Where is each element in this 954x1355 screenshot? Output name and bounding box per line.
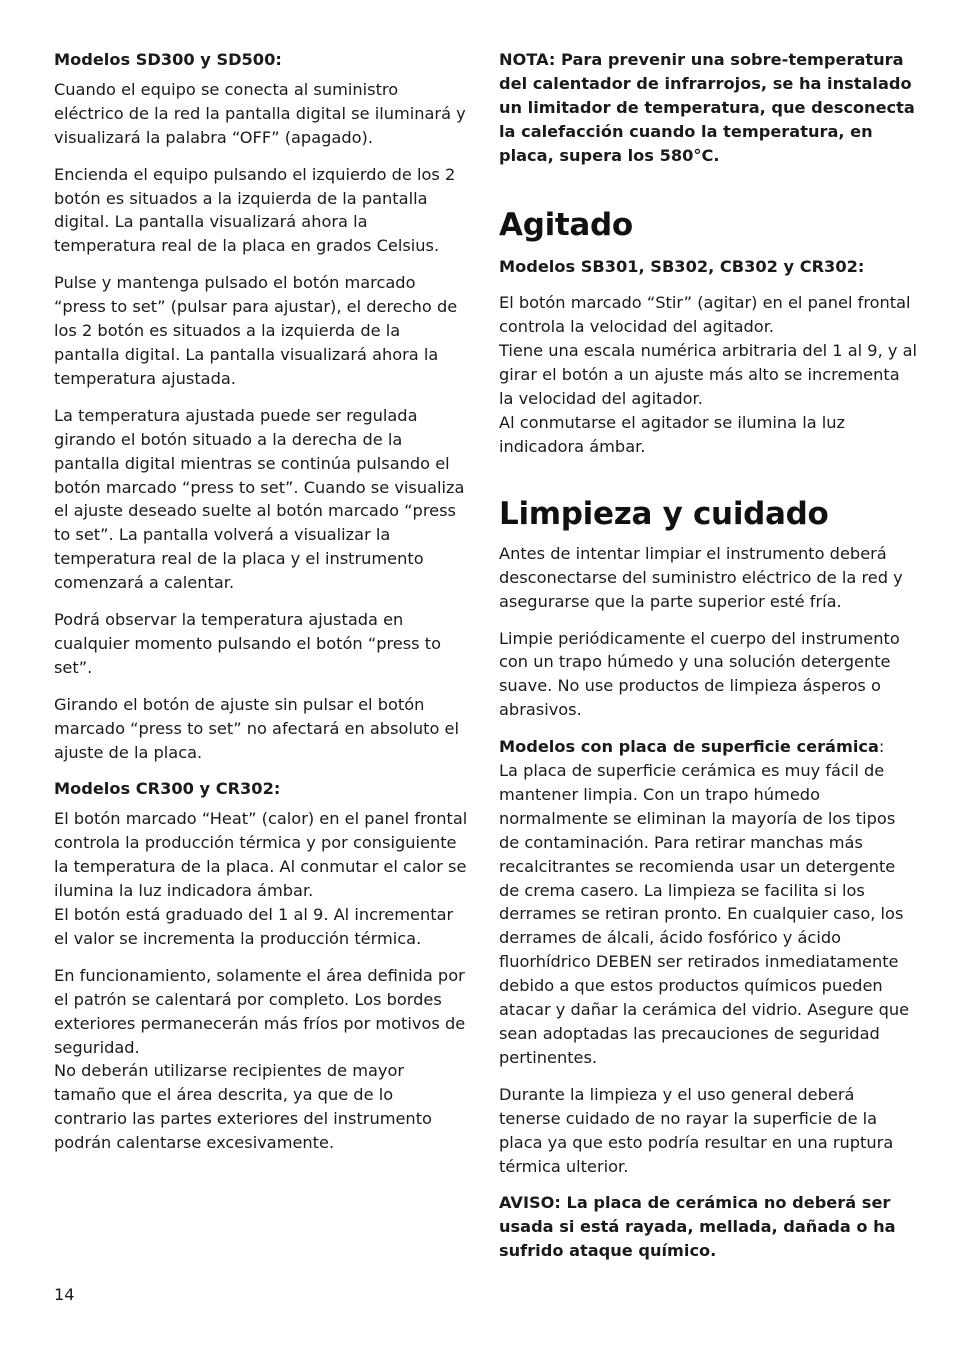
limpieza-paragraph-4: Durante la limpieza y el uso general deberá tenerse cuidado de no rayar la superficie de la placa ya que esto podría resultar en una ruptura térmica ulterior. bbox=[499, 1084, 894, 1176]
cr-paragraph-2b: No deberán utilizarse recipientes de mayor tamaño que el área descrita, ya que de lo contrario las partes exteriores del instrumento podrán calentarse excesivamente. bbox=[54, 1061, 432, 1153]
agitado-paragraph bbox=[499, 291, 919, 458]
left-column bbox=[54, 48, 468, 1168]
cr-paragraph-2a: En funcionamiento, solamente el área definida por el patrón se calentará por completo. Los bordes exteriores permanecerán más fríos por motivos de seguridad. bbox=[54, 965, 466, 1057]
agitado-models-heading: Modelos SB301, SB302, CB302 y CR302: bbox=[499, 256, 865, 276]
sd-paragraph-1: Cuando el equipo se conecta al suministro eléctrico de la red la pantalla digital se iluminará y visualizará la palabra “OFF” (apagado). bbox=[54, 79, 466, 147]
ceramic-lead: Modelos con placa de superficie cerámica bbox=[499, 737, 879, 757]
cr-paragraph-2 bbox=[54, 964, 468, 1155]
limpieza-paragraph-1: Antes de intentar limpiar el instrumento deberá desconectarse del suministro eléctrico de la red y asegurarse que la parte superior esté fría. bbox=[499, 543, 903, 611]
agitado-line-1: El botón marcado “Stir” (agitar) en el panel frontal controla la velocidad del agitador. bbox=[499, 293, 911, 337]
ceramic-paragraph bbox=[499, 735, 919, 1070]
agitado-line-2: Tiene una escala numérica arbitraria del 1 al 9, y al girar el botón a un ajuste más alto se incrementa la velocidad del agitador. bbox=[499, 341, 918, 409]
sd-paragraph-5: Podrá observar la temperatura ajustada en cualquier momento pulsando el botón “press to set”. bbox=[54, 610, 442, 677]
limpieza-paragraph-2: Limpie periódicamente el cuerpo del instrumento con un trapo húmedo y una solución detergente suave. No use productos de limpieza ásperos o abrasivos. bbox=[499, 628, 900, 720]
sd-paragraph-4: La temperatura ajustada puede ser regulada girando el botón situado a la derecha de la pantalla digital mientras se continúa pulsando el botón marcado “press to set”. Cuando se visualiza el ajuste deseado suelte al botón marcado “press to set”. La pantalla volverá a visualizar la temperatura real de la placa y el instrumento comenzará a calentar. bbox=[54, 405, 465, 593]
nota-warning: NOTA: Para prevenir una sobre-temperatura del calentador de infrarrojos, se ha instalado un limitador de temperatura, que desconecta la calefacción cuando la temperatura, en placa, supera los 580°C. bbox=[499, 50, 915, 165]
sd-paragraph-3: Pulse y mantenga pulsado el botón marcado “press to set” (pulsar para ajustar), el derecho de los 2 botón es situados a la izquierda de la pantalla digital. La pantalla visualizará ahora la temperatura ajustada. bbox=[54, 273, 458, 388]
sd-paragraph-2: Encienda el equipo pulsando el izquierdo de los 2 botón es situados a la izquierda de la pantalla digital. La pantalla visualizará ahora la temperatura real de la placa en grados Celsius. bbox=[54, 164, 456, 256]
page-number: 14 bbox=[54, 1285, 75, 1304]
cr-paragraph-1b: El botón está graduado del 1 al 9. Al incrementar el valor se incrementa la producción térmica. bbox=[54, 905, 454, 948]
aviso-warning: AVISO: La placa de cerámica no deberá ser usada si está rayada, mellada, dañada o ha sufrido ataque químico. bbox=[499, 1193, 896, 1261]
agitado-line-3: Al conmutarse el agitador se ilumina la luz indicadora ámbar. bbox=[499, 412, 846, 456]
ceramic-body: La placa de superficie cerámica es muy fácil de mantener limpia. Con un trapo húmedo normalmente se eliminan la mayoría de los tipos de contaminación. Para retirar manchas más recalcitrantes se recomienda usar un detergente de crema casero. La limpieza se facilita si los derrames se retiran pronto. En cualquier caso, los derrames de álcali, ácido fosfórico y ácido fluorhídrico DEBEN ser retirados inmediatamente debido a que estos productos químicos pueden atacar y dañar la cerámica del vidrio. Asegure que sean adoptadas las precauciones de seguridad pertinentes. bbox=[499, 761, 910, 1067]
cr-paragraph-1 bbox=[54, 807, 468, 950]
cr-paragraph-1a: El botón marcado “Heat” (calor) en el panel frontal controla la producción térmica y por consiguiente la temperatura de la placa. Al conmutar el calor se ilumina la luz indicadora ámbar. bbox=[54, 809, 468, 901]
cr-models-heading: Modelos CR300 y CR302: bbox=[54, 779, 281, 799]
sd-paragraph-6: Girando el botón de ajuste sin pulsar el botón marcado “press to set” no afectará en absoluto el ajuste de la placa. bbox=[54, 694, 460, 762]
agitado-section-title: Agitado bbox=[499, 206, 633, 243]
limpieza-section-title: Limpieza y cuidado bbox=[499, 495, 829, 532]
ceramic-colon: : bbox=[878, 737, 885, 757]
right-column bbox=[499, 48, 919, 1276]
sd-models-heading: Modelos SD300 y SD500: bbox=[54, 50, 282, 69]
